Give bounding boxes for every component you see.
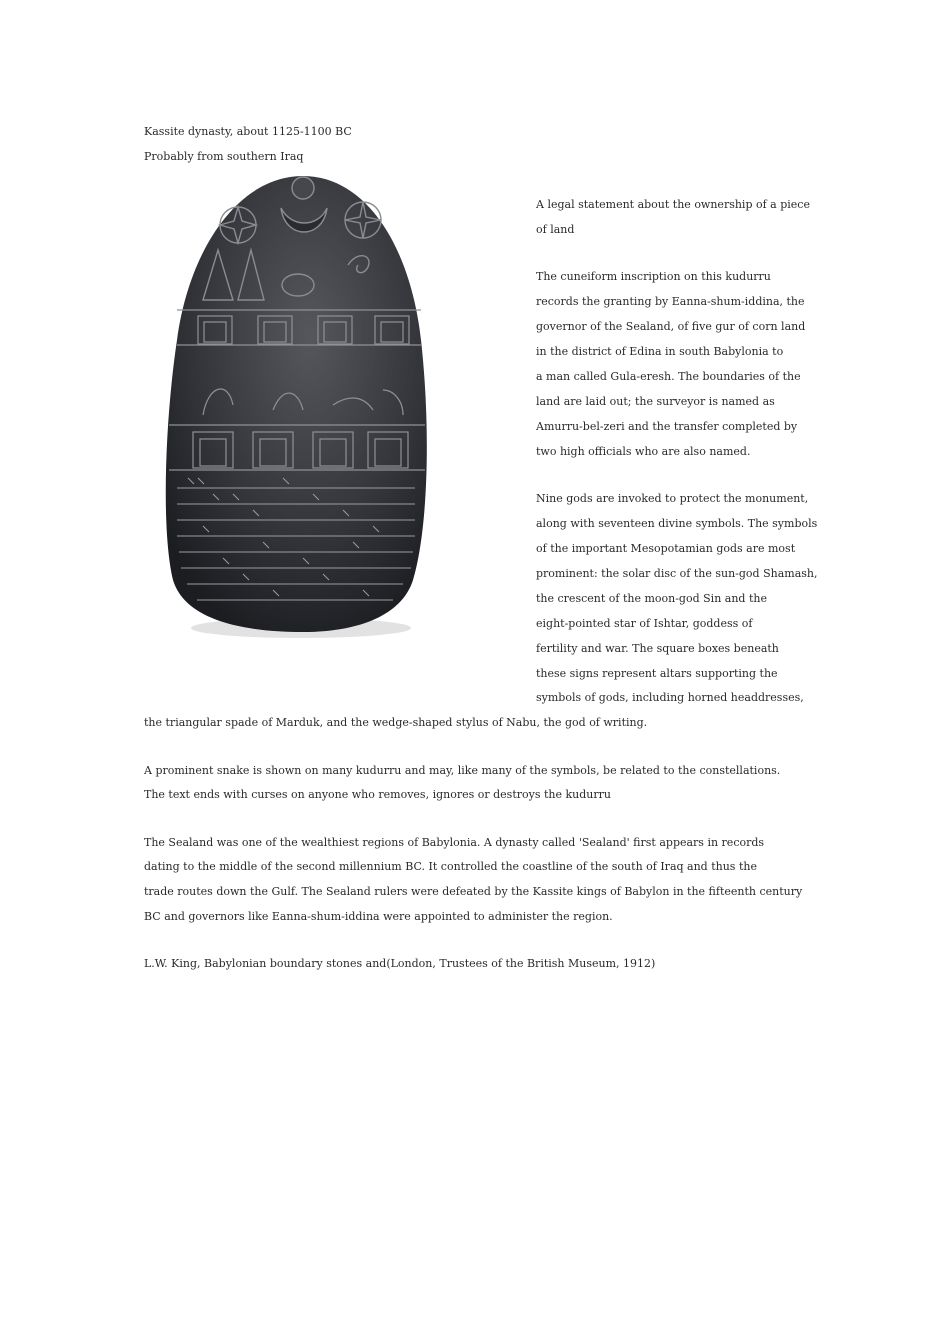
paragraph-line: A prominent snake is shown on many kudurru and may, like many of the symbols, be related to the constellations. — [144, 764, 781, 777]
paragraph-line: symbols of gods, including horned headdresses, — [536, 691, 804, 704]
paragraph-line: BC and governors like Eanna-shum-iddina were appointed to administer the region. — [144, 910, 613, 923]
date-line: Kassite dynasty, about 1125-1100 BC — [144, 125, 352, 138]
kudurru-image — [163, 170, 435, 640]
paragraph-line: records the granting by Eanna-shum-iddina, the — [536, 295, 805, 308]
paragraph-line: two high officials who are also named. — [536, 445, 751, 458]
paragraph-line: the crescent of the moon-god Sin and the — [536, 592, 767, 605]
paragraph-line: Nine gods are invoked to protect the monument, — [536, 492, 809, 505]
provenance-line: Probably from southern Iraq — [144, 150, 304, 163]
paragraph-line: The Sealand was one of the wealthiest regions of Babylonia. A dynasty called 'Sealand' first appears in records — [144, 836, 765, 849]
reference-line: L.W. King, Babylonian boundary stones and(London, Trustees of the British Museum, 1912) — [144, 957, 656, 970]
paragraph-line: The text ends with curses on anyone who removes, ignores or destroys the kudurru — [144, 788, 611, 801]
paragraph-line: along with seventeen divine symbols. The symbols — [536, 517, 818, 530]
paragraph-line: fertility and war. The square boxes beneath — [536, 642, 779, 655]
paragraph-line: of the important Mesopotamian gods are most — [536, 542, 796, 555]
paragraph-line: eight-pointed star of Ishtar, goddess of — [536, 617, 753, 630]
paragraph-line: the triangular spade of Marduk, and the wedge-shaped stylus of Nabu, the god of writing. — [144, 716, 648, 729]
paragraph-line: a man called Gula-eresh. The boundaries of the — [536, 370, 801, 383]
paragraph-line: these signs represent altars supporting the — [536, 667, 778, 680]
article-title-line: of land — [536, 223, 575, 236]
paragraph-line: The cuneiform inscription on this kudurru — [536, 270, 771, 283]
paragraph-line: trade routes down the Gulf. The Sealand rulers were defeated by the Kassite kings of Babylon in the fifteenth century — [144, 885, 803, 898]
paragraph-line: governor of the Sealand, of five gur of corn land — [536, 320, 806, 333]
paragraph-line: prominent: the solar disc of the sun-god Shamash, — [536, 567, 818, 580]
article-title-line: A legal statement about the ownership of a piece — [536, 198, 810, 211]
paragraph-line: in the district of Edina in south Babylonia to — [536, 345, 784, 358]
paragraph-line: Amurru-bel-zeri and the transfer completed by — [536, 420, 798, 433]
paragraph-line: land are laid out; the surveyor is named as — [536, 395, 775, 408]
paragraph-line: dating to the middle of the second millennium BC. It controlled the coastline of the south of Iraq and thus the — [144, 860, 757, 873]
